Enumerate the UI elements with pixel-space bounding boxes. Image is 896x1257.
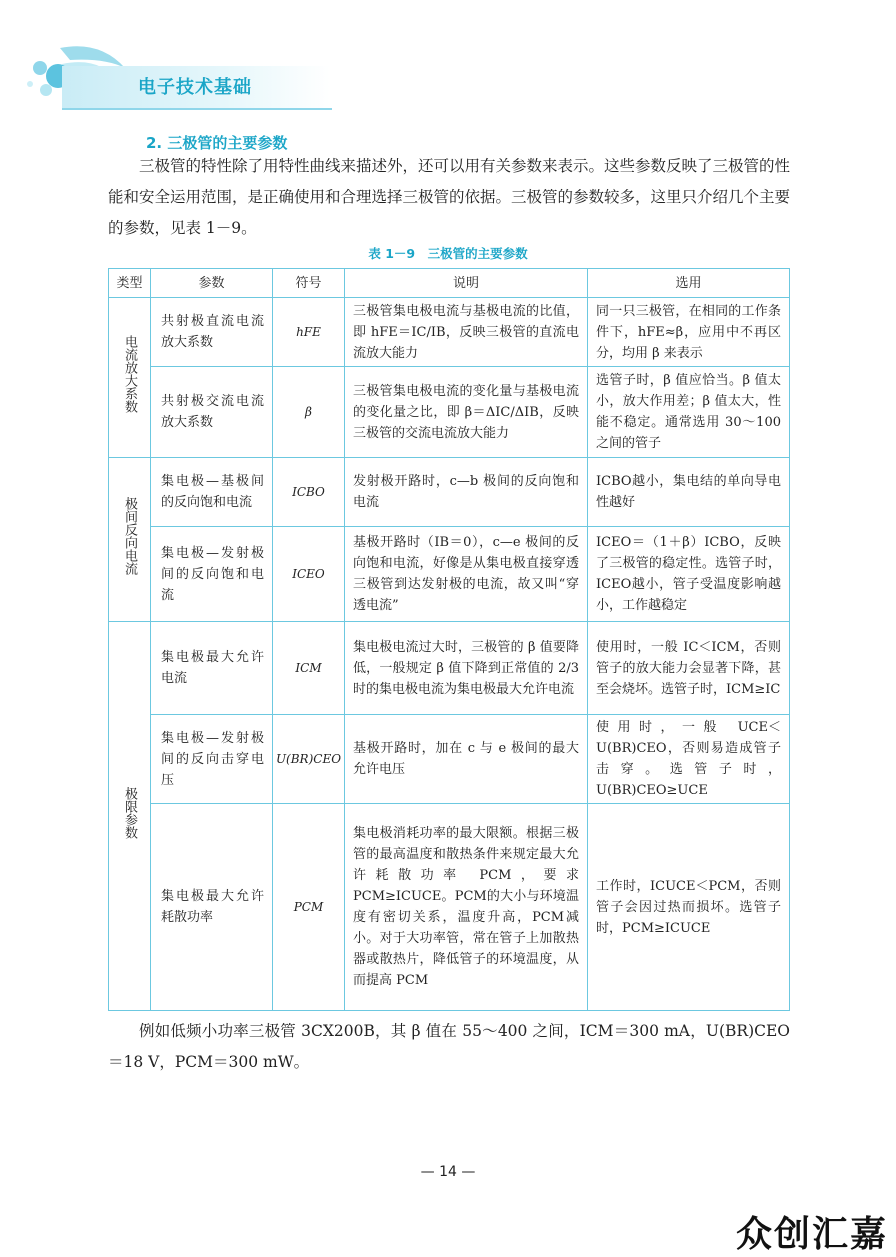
description-cell: 集电极电流过大时，三极管的 β 值要降低，一般规定 β 值下降到正常值的 2/3 时的集电极电流为集电极最大允许电流 — [345, 622, 588, 715]
param-cell: 集电极—基极间的反向饱和电流 — [151, 458, 273, 527]
table-row — [109, 527, 790, 622]
param-cell: 集电极最大允许电流 — [151, 622, 273, 715]
description-cell: 三极管集电极电流与基极电流的比值，即 hFE＝IC/IB，反映三极管的直流电流放大能力 — [345, 298, 588, 367]
symbol-cell: U(BR)CEO — [273, 715, 345, 804]
group-type-label: 极间反向电流 — [122, 497, 137, 575]
group-type-label: 极限参数 — [122, 786, 137, 839]
page-header — [0, 38, 340, 118]
header-param: 参数 — [151, 269, 273, 298]
symbol-cell: β — [273, 367, 345, 458]
table-row — [109, 715, 790, 804]
header-symbol: 符号 — [273, 269, 345, 298]
usage-cell: 使用时，一般 IC＜ICM，否则管子的放大能力会显著下降，甚至会烧坏。选管子时，ICM≥IC — [588, 622, 790, 715]
intro-paragraph: 三极管的特性除了用特性曲线来描述外，还可以用有关参数来表示。这些参数反映了三极管的性能和安全运用范围，是正确使用和合理选择三极管的依据。三极管的参数较多，这里只介绍几个主要的参数，见表 1－9。 — [108, 157, 791, 237]
usage-cell: ICEO＝（1＋β）ICBO，反映了三极管的稳定性。选管子时，ICEO越小，管子受温度影响越小，工作越稳定 — [588, 527, 790, 622]
usage-cell: ICBO越小，集电结的单向导电性越好 — [588, 458, 790, 527]
usage-cell: 工作时，ICUCE＜PCM，否则管子会因过热而损坏。选管子时，PCM≥ICUCE — [588, 804, 790, 1011]
page-number: — 14 — — [420, 1164, 476, 1180]
group-type-cell — [109, 458, 151, 622]
group-type-cell — [109, 298, 151, 458]
description-cell: 基极开路时，加在 c 与 e 极间的最大允许电压 — [345, 715, 588, 804]
watermark-text: 众创汇嘉 — [735, 1214, 888, 1255]
symbol-cell: PCM — [273, 804, 345, 1011]
description-cell: 集电极消耗功率的最大限额。根据三极管的最高温度和散热条件来规定最大允许耗散功率 PCM，要求 PCM≥ICUCE。PCM的大小与环境温度有密切关系，温度升高，PCM减小。对于大功率管，常在管子上加散热器或散热片，降低管子的环境温度，从而提高 PCM — [345, 804, 588, 1011]
symbol-cell: hFE — [273, 298, 345, 367]
header-description: 说明 — [345, 269, 588, 298]
parameters-table — [108, 268, 790, 1011]
section-title: 2. 三极管的主要参数 — [146, 134, 288, 152]
param-cell: 集电极最大允许耗散功率 — [151, 804, 273, 1011]
description-cell: 三极管集电极电流的变化量与基极电流的变化量之比，即 β＝ΔIC/ΔIB，反映三极管的交流电流放大能力 — [345, 367, 588, 458]
symbol-cell: ICEO — [273, 527, 345, 622]
header-title: 电子技术基础 — [138, 77, 252, 98]
param-cell: 共射极交流电流放大系数 — [151, 367, 273, 458]
header-usage: 选用 — [588, 269, 790, 298]
usage-cell: 同一只三极管，在相同的工作条件下，hFE≈β，应用中不再区分，均用 β 来表示 — [588, 298, 790, 367]
symbol-cell: ICM — [273, 622, 345, 715]
example-paragraph: 例如低频小功率三极管 3CX200B，其 β 值在 55～400 之间，ICM＝300 mA，U(BR)CEO＝18 V，PCM＝300 mW。 — [108, 1022, 790, 1071]
header-divider — [62, 108, 332, 110]
symbol-cell: ICBO — [273, 458, 345, 527]
table-row — [109, 367, 790, 458]
table-row — [109, 622, 790, 715]
description-cell: 发射极开路时，c—b 极间的反向饱和电流 — [345, 458, 588, 527]
usage-cell: 使用时，一般 UCE＜U(BR)CEO，否则易造成管子击穿。选管子时，U(BR)CEO≥UCE — [588, 715, 790, 804]
param-cell: 集电极—发射极间的反向饱和电流 — [151, 527, 273, 622]
table-row — [109, 804, 790, 1011]
header-type: 类型 — [109, 269, 151, 298]
table-row — [109, 458, 790, 527]
table-caption: 表 1－9 三极管的主要参数 — [368, 246, 528, 261]
group-type-cell — [109, 622, 151, 1011]
table-header-row — [109, 269, 790, 298]
group-type-label: 电流放大系数 — [122, 335, 137, 413]
param-cell: 集电极—发射极间的反向击穿电压 — [151, 715, 273, 804]
description-cell: 基极开路时（IB＝0），c—e 极间的反向饱和电流，好像是从集电极直接穿透三极管到达发射极的电流，故又叫“穿透电流” — [345, 527, 588, 622]
usage-cell: 选管子时，β 值应恰当。β 值太小，放大作用差；β 值太大，性能不稳定。通常选用 30～100 之间的管子 — [588, 367, 790, 458]
param-cell: 共射极直流电流放大系数 — [151, 298, 273, 367]
table-row — [109, 298, 790, 367]
